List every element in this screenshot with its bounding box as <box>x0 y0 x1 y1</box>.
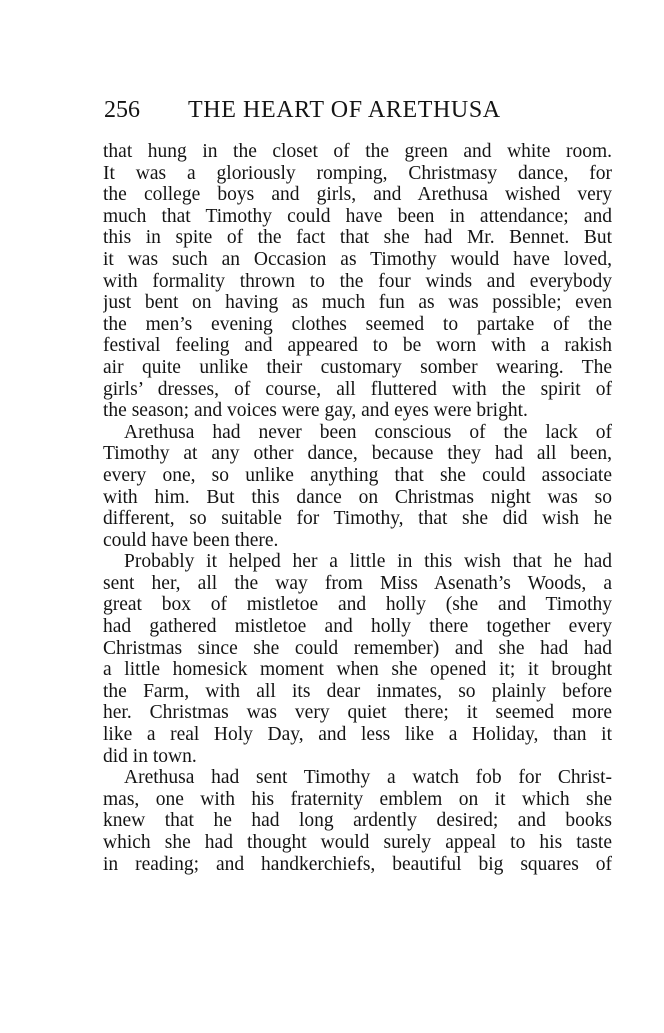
text-line: girls’ dresses, of course, all fluttered with the spirit of <box>103 378 612 400</box>
text-line: different, so suitable for Timothy, that she did wish he <box>103 508 612 530</box>
text-line: every one, so unlike anything that she could associate <box>103 464 612 486</box>
text-line: the Farm, with all its dear inmates, so plainly before <box>103 680 612 702</box>
text-line: had gathered mistletoe and holly there together every <box>103 616 612 638</box>
text-line: great box of mistletoe and holly (she and Timothy <box>103 594 612 616</box>
text-line: the college boys and girls, and Arethusa wished very <box>103 184 612 206</box>
text-line: It was a gloriously romping, Christmasy dance, for <box>103 162 612 184</box>
text-line: knew that he had long ardently desired; and books <box>103 810 612 832</box>
paragraph-first-line: Arethusa had sent Timothy a watch fob for Christ- <box>124 767 612 789</box>
text-line: that hung in the closet of the green and white room. <box>103 141 612 162</box>
text-line: sent her, all the way from Miss Asenath’s Woods, a <box>103 572 612 594</box>
text-line: Timothy at any other dance, because they had all been, <box>103 443 612 465</box>
page-number: 256 <box>104 97 140 123</box>
text-line: in reading; and handkerchiefs, beautiful big squares of <box>103 853 612 875</box>
text-line: this in spite of the fact that she had Mr. Bennet. But <box>103 227 612 249</box>
text-line: could have been there. <box>103 529 279 551</box>
text-line: like a real Holy Day, and less like a Holiday, than it <box>103 724 612 746</box>
text-line: which she had thought would surely appeal to his taste <box>103 832 612 853</box>
text-line: much that Timothy could have been in attendance; and <box>103 205 612 227</box>
book-title: THE HEART OF ARETHUSA <box>188 97 501 123</box>
paragraph-first-line: Probably it helped her a little in this wish that he had <box>124 551 612 573</box>
text-line: a little homesick moment when she opened it; it brought <box>103 659 612 681</box>
text-line: the season; and voices were gay, and eyes were bright. <box>103 400 528 422</box>
text-line: air quite unlike their customary somber wearing. The <box>103 356 612 378</box>
running-head <box>104 95 614 125</box>
paragraph-first-line: Arethusa had never been conscious of the lack of <box>124 421 612 443</box>
text-line: with him. But this dance on Christmas night was so <box>103 486 612 508</box>
text-line: did in town. <box>103 745 197 767</box>
text-line: the men’s evening clothes seemed to partake of the <box>103 313 612 335</box>
text-line: it was such an Occasion as Timothy would have loved, <box>103 248 612 270</box>
body-text <box>103 141 612 875</box>
text-line: with formality thrown to the four winds and everybody <box>103 270 612 292</box>
text-line: mas, one with his fraternity emblem on it which she <box>103 788 612 810</box>
text-line: festival feeling and appeared to be worn with a rakish <box>103 335 612 357</box>
text-line: Christmas since she could remember) and she had had <box>103 637 612 659</box>
text-line: her. Christmas was very quiet there; it seemed more <box>103 702 612 724</box>
text-line: just bent on having as much fun as was possible; even <box>103 292 612 314</box>
